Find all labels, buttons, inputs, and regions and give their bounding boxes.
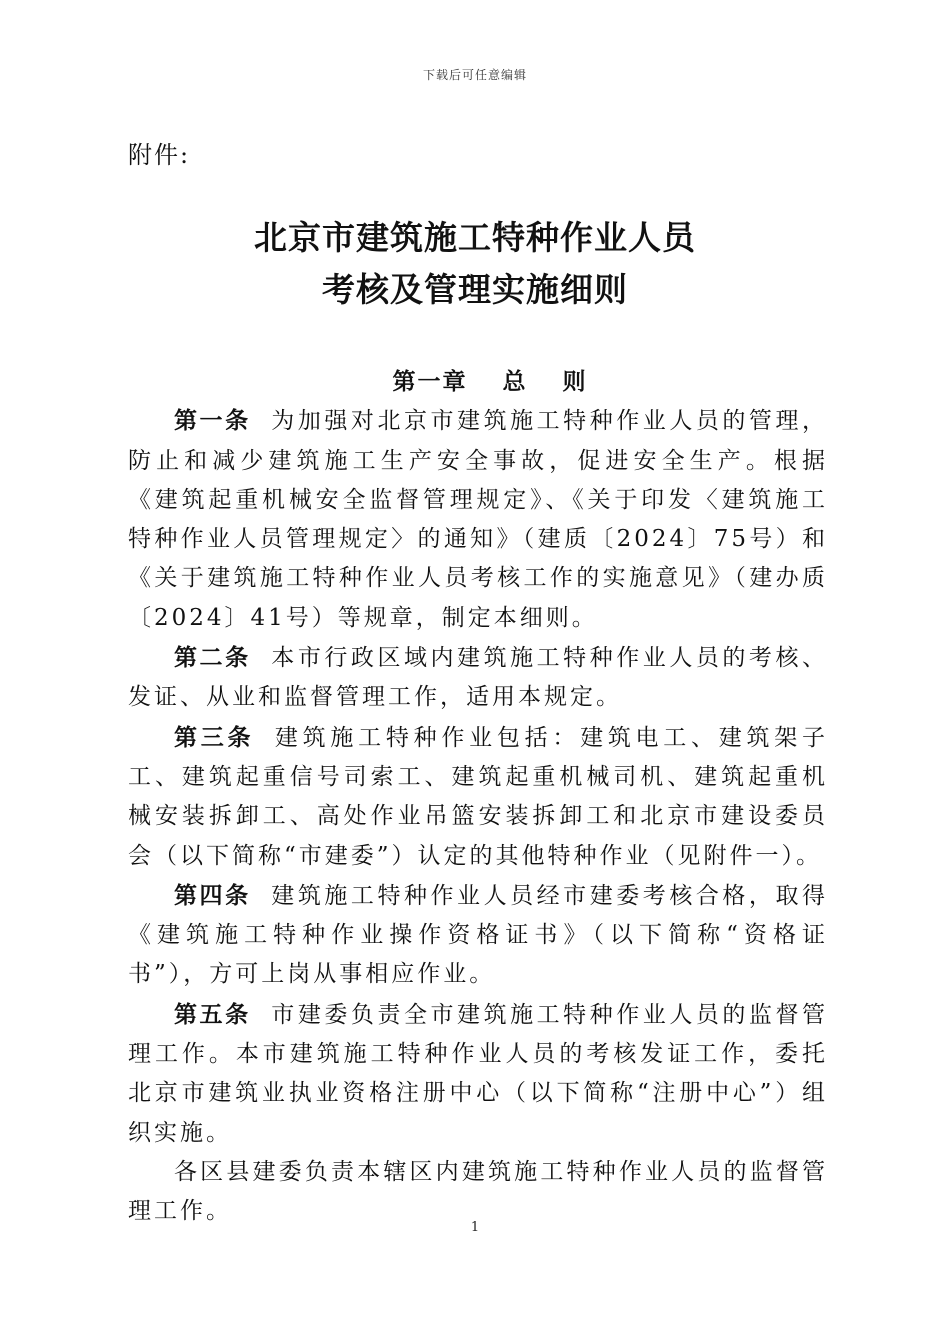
article-4 <box>128 876 828 995</box>
article-number: 第一条 <box>174 407 251 435</box>
document-title <box>0 212 950 316</box>
attachment-label: 附件: <box>128 141 191 169</box>
chapter-heading: 第一章 总 则 <box>392 368 588 395</box>
article-number: 第五条 <box>174 1000 251 1028</box>
page-number: 1 <box>470 1220 480 1235</box>
article-text: 建筑施工特种作业包括：建筑电工、建筑架子工、建筑起重信号司索工、建筑起重机械司机、建筑起重机械安装拆卸工、高处作业吊篮安装拆卸工和北京市建设委员会（以下简称“市建委”）认定的其他特种作业（见附件一）。 <box>128 724 829 869</box>
article-text: 本市行政区域内建筑施工特种作业人员的考核、发证、从业和监督管理工作，适用本规定。 <box>128 645 829 711</box>
article-text: 为加强对北京市建筑施工特种作业人员的管理，防止和减少建筑施工生产安全事故，促进安全生产。根据《建筑起重机械安全监督管理规定》、《关于印发〈建筑施工特种作业人员管理规定〉的通知》（建质〔2024〕75号）和《关于建筑施工特种作业人员考核工作的实施意见》（建办质〔2024〕41号）等规章，制定本细则。 <box>128 408 829 631</box>
closing-paragraph: 各区县建委负责本辖区内建筑施工特种作业人员的监督管理工作。 <box>128 1158 828 1225</box>
article-number: 第三条 <box>174 723 255 751</box>
document-title-line-1: 北京市建筑施工特种作业人员 <box>254 218 696 257</box>
document-body <box>128 362 828 1232</box>
page-header-note: 下载后可任意编辑 <box>422 68 527 82</box>
article-3 <box>128 718 828 876</box>
article-text: 建筑施工特种作业人员经市建委考核合格，取得《建筑施工特种作业操作资格证书》（以下简称“资格证书”），方可上岗从事相应作业。 <box>128 882 829 988</box>
article-text: 市建委负责全市建筑施工特种作业人员的监督管理工作。本市建筑施工特种作业人员的考核发证工作，委托北京市建筑业执业资格注册中心（以下简称“注册中心”）组织实施。 <box>128 1001 829 1146</box>
article-number: 第四条 <box>174 881 251 909</box>
article-5 <box>128 995 828 1153</box>
article-1 <box>128 401 828 638</box>
document-title-line-2: 考核及管理实施细则 <box>322 270 628 309</box>
article-number: 第二条 <box>174 644 251 672</box>
article-2 <box>128 638 828 718</box>
